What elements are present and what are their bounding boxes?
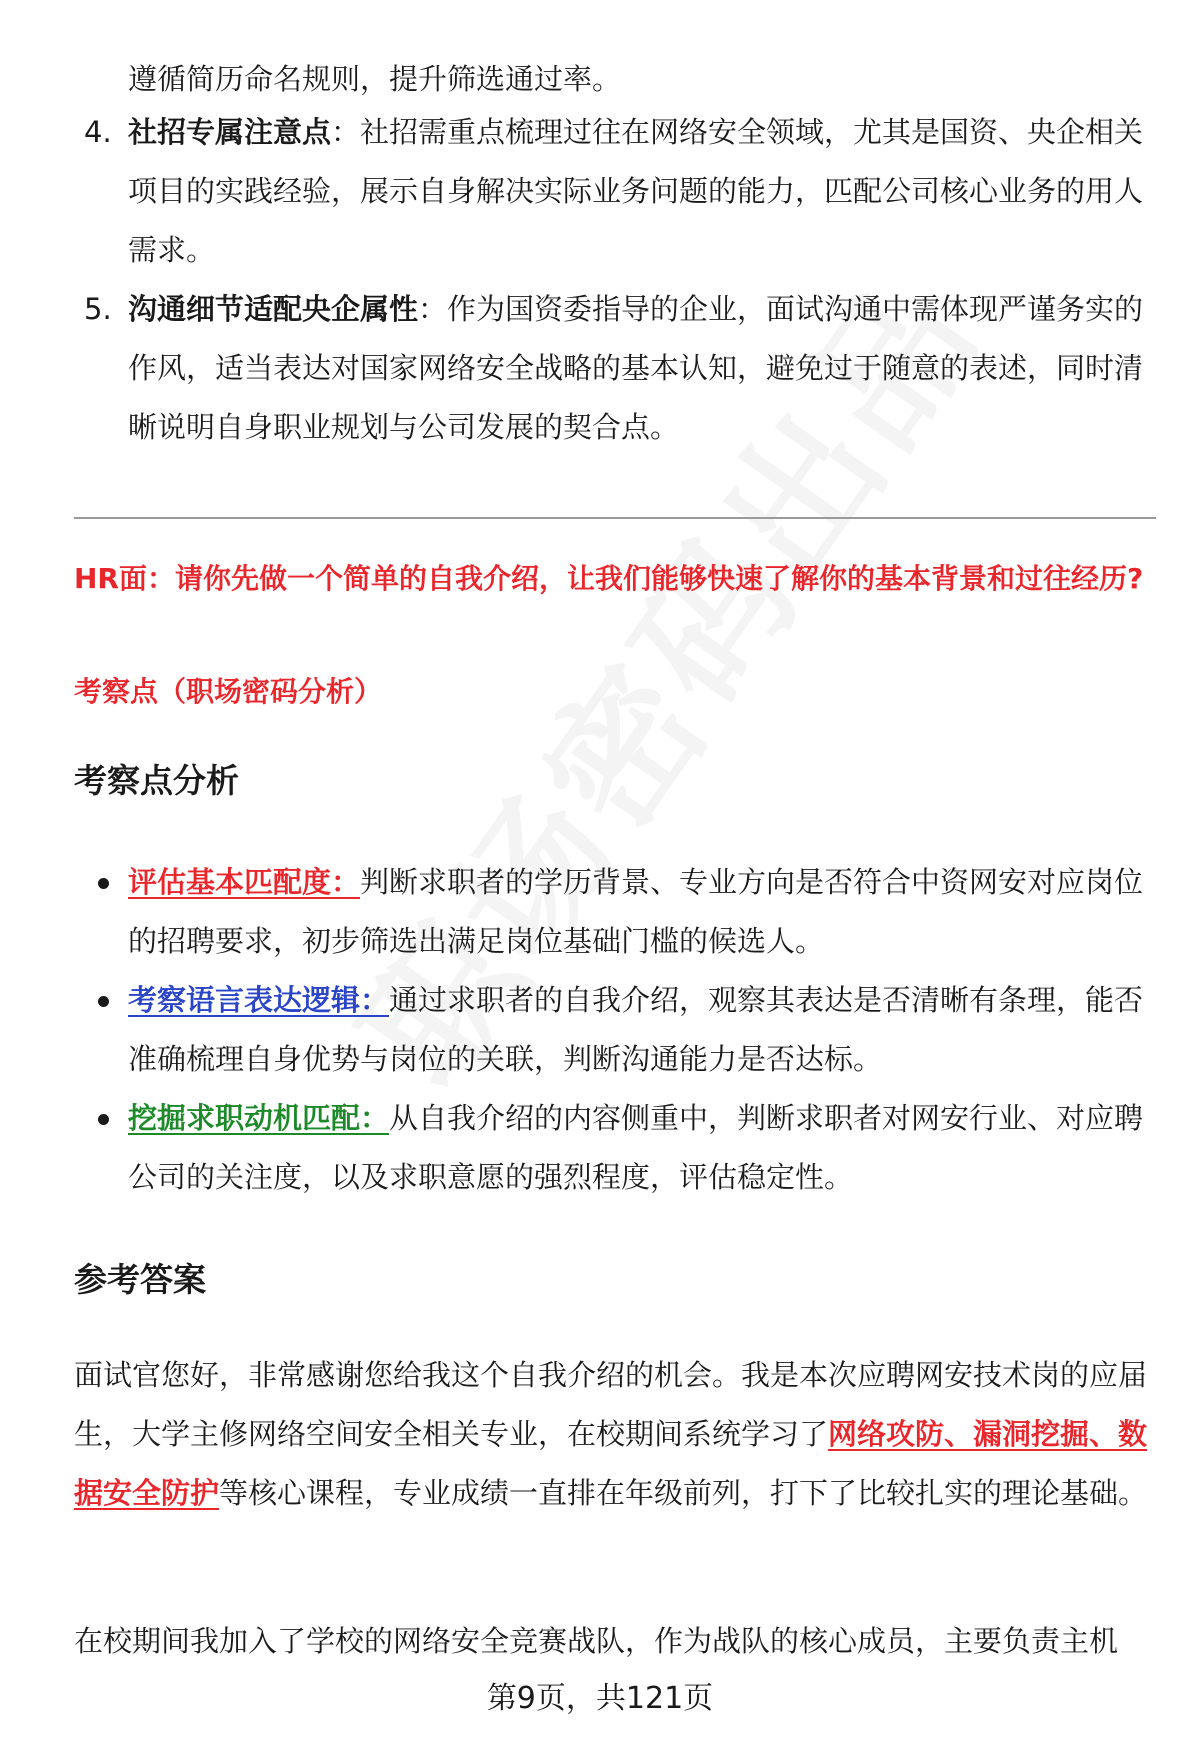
page-footer: 第9页，共121页 — [486, 1681, 714, 1716]
point-1-text: 判断求职者的学历背景、专业方向是否符合中资网安对应岗位的招聘要求，初步筛选出满足岗位基础门槛的候选人。 — [128, 865, 1144, 958]
analysis-label: 考察点（职场密码分析） — [74, 675, 383, 708]
section-divider — [74, 517, 1156, 519]
point-2 — [128, 971, 1153, 1089]
answer-paragraph-1 — [74, 1346, 1156, 1523]
tip-4-number: 4. — [84, 115, 112, 149]
point-3-text: 从自我介绍的内容侧重中，判断求职者对网安行业、对应聘公司的关注度，以及求职意愿的强烈程度，评估稳定性。 — [128, 1101, 1144, 1194]
bullet-dot — [98, 878, 109, 889]
bullet-dot — [98, 996, 109, 1007]
intro-line: 遵循简历命名规则，提升筛选通过率。 — [128, 62, 622, 96]
point-3-label: 挖掘求职动机匹配： — [128, 1101, 390, 1135]
answer-p1-before: 面试官您好，非常感谢您给我这个自我介绍的机会。我是本次应聘网安技术岗的应届生，大学主修网络空间安全相关专业，在校期间系统学习了 — [74, 1358, 1148, 1451]
answer-p1-after: 等核心课程，专业成绩一直排在年级前列，打下了比较扎实的理论基础。 — [219, 1476, 1148, 1510]
tip-5 — [128, 280, 1153, 457]
tip-5-title: 沟通细节适配央企属性 — [128, 292, 419, 326]
tip-4-text: 社招需重点梳理过往在网络安全领域，尤其是国资、央企相关项目的实践经验，展示自身解决实际业务问题的能力，匹配公司核心业务的用人需求。 — [128, 115, 1144, 267]
answer-p1-highlight: 网络攻防、漏洞挖掘、数据安全防护 — [74, 1417, 1148, 1510]
bullet-dot — [98, 1114, 109, 1125]
point-2-label: 考察语言表达逻辑： — [128, 983, 390, 1017]
hr-question: HR面：请你先做一个简单的自我介绍，让我们能够快速了解你的基本背景和过往经历? — [74, 562, 1144, 595]
point-1 — [128, 853, 1153, 971]
answer-paragraph-2: 在校期间我加入了学校的网络安全竞赛战队，作为战队的核心成员，主要负责主机 — [74, 1624, 1119, 1658]
analysis-heading: 考察点分析 — [74, 761, 239, 800]
tip-5-number: 5. — [84, 292, 112, 326]
point-2-text: 通过求职者的自我介绍，观察其表达是否清晰有条理，能否准确梳理自身优势与岗位的关联，判断沟通能力是否达标。 — [128, 983, 1144, 1076]
tip-5-sep: ： — [418, 292, 448, 326]
tip-4-title: 社招专属注意点 — [128, 115, 332, 149]
tip-4 — [128, 103, 1153, 280]
answer-heading: 参考答案 — [74, 1260, 206, 1299]
tip-4-sep: ： — [331, 115, 361, 149]
point-1-label: 评估基本匹配度： — [128, 865, 361, 899]
tip-5-text: 作为国资委指导的企业，面试沟通中需体现严谨务实的作风，适当表达对国家网络安全战略的基本认知，避免过于随意的表述，同时清晰说明自身职业规划与公司发展的契合点。 — [128, 292, 1144, 444]
point-3 — [128, 1089, 1153, 1207]
